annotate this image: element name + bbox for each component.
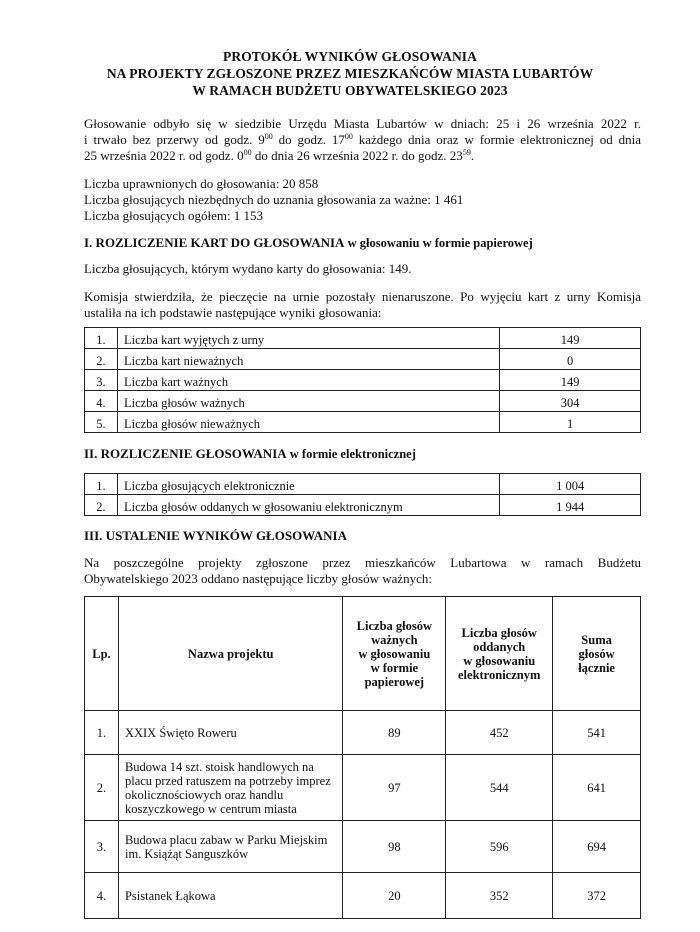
cards-row-label: Liczba kart ważnych <box>117 370 499 391</box>
cards-row-number: 1. <box>85 328 118 349</box>
section-3-heading: III. USTALENIE WYNIKÓW GŁOSOWANIA <box>84 528 347 543</box>
cards-row-number: 4. <box>85 391 118 412</box>
results-row-total-votes: 541 <box>553 711 641 755</box>
results-row <box>85 755 641 821</box>
stats-block <box>84 176 641 224</box>
cards-row <box>85 412 641 433</box>
cards-row-number: 5. <box>85 412 118 433</box>
section-3-intro: Na poszczególne projekty zgłoszone przez mieszkańców Lubartowa w ramach Budżetu Obywatelskiego 2023 oddano następujące liczby głosów ważnych: <box>84 555 641 586</box>
document-title <box>0 48 700 99</box>
stat-required: Liczba głosujących niezbędnych do uznania głosowania za ważne: 1 461 <box>84 192 464 207</box>
results-table <box>84 596 641 919</box>
intro-paragraph <box>84 116 641 164</box>
section-1-cards-issued: Liczba głosujących, którym wydano karty do głosowania: 149. <box>84 261 412 276</box>
cards-row-label: Liczba kart nieważnych <box>117 349 499 370</box>
intro-line-2: i trwało bez przerwy od godz. $9^{00}$ do godz. $17^{00}$ każdego dnia oraz w formie elektronicznej od dnia <box>84 132 641 147</box>
cards-row-value: 1 <box>500 412 641 433</box>
electronic-row-number: 2. <box>85 495 118 516</box>
cards-row-label: Liczba głosów ważnych <box>117 391 499 412</box>
results-row-number: 1. <box>85 711 119 755</box>
intro-line-3: 25 września 2022 r. od godz. $0^{00}$ do dnia 26 września 2022 r. do godz. $23^{59}$. <box>84 148 475 163</box>
results-row-paper-votes: 97 <box>343 755 446 821</box>
stat-total: Liczba głosujących ogółem: 1 153 <box>84 208 264 223</box>
results-row-paper-votes: 98 <box>343 821 446 873</box>
electronic-row-value: 1 944 <box>500 495 641 516</box>
results-row <box>85 873 641 919</box>
results-row-number: 4. <box>85 873 119 919</box>
title-line-1: PROTOKÓŁ WYNIKÓW GŁOSOWANIA <box>223 49 477 64</box>
cards-row-label: Liczba kart wyjętych z urny <box>117 328 499 349</box>
results-row-electronic-votes: 544 <box>446 755 553 821</box>
header-lp: Lp. <box>85 597 119 711</box>
results-row-paper-votes: 89 <box>343 711 446 755</box>
header-total: Suma głosów łącznie <box>553 597 641 711</box>
results-row-electronic-votes: 452 <box>446 711 553 755</box>
results-row-total-votes: 694 <box>553 821 641 873</box>
results-row-project-name: XXIX Święto Roweru <box>118 711 342 755</box>
results-row-electronic-votes: 596 <box>446 821 553 873</box>
results-row-number: 3. <box>85 821 119 873</box>
header-paper: Liczba głosów ważnych w głosowaniu w formie papierowej <box>343 597 446 711</box>
results-row-project-name: Budowa 14 szt. stoisk handlowych na placu przed ratuszem na potrzeby imprez okolicznościowych oraz handlu koszyczkowego w centrum miasta <box>118 755 342 821</box>
section-1-table <box>84 327 641 433</box>
results-row <box>85 821 641 873</box>
section-2-table <box>84 473 641 516</box>
results-row <box>85 711 641 755</box>
cards-row <box>85 370 641 391</box>
results-row-project-name: Budowa placu zabaw w Parku Miejskim im. Książąt Sanguszków <box>118 821 342 873</box>
results-row-paper-votes: 20 <box>343 873 446 919</box>
cards-row-number: 3. <box>85 370 118 391</box>
stat-eligible: Liczba uprawnionych do głosowania: 20 858 <box>84 176 319 191</box>
results-row-total-votes: 372 <box>553 873 641 919</box>
title-line-3: W RAMACH BUDŻETU OBYWATELSKIEGO 2023 <box>192 83 508 98</box>
electronic-row-value: 1 004 <box>500 474 641 495</box>
cards-row-value: 0 <box>500 349 641 370</box>
electronic-row <box>85 495 641 516</box>
results-row-number: 2. <box>85 755 119 821</box>
electronic-row-label: Liczba głosów oddanych w głosowaniu elektronicznym <box>117 495 499 516</box>
intro-line-1: Głosowanie odbyło się w siedzibie Urzędu Miasta Lubartów w dniach: 25 i 26 września 2022 r. <box>84 116 641 131</box>
cards-row-number: 2. <box>85 349 118 370</box>
title-line-2: NA PROJEKTY ZGŁOSZONE PRZEZ MIESZKAŃCÓW MIASTA LUBARTÓW <box>106 66 594 81</box>
results-row-electronic-votes: 352 <box>446 873 553 919</box>
electronic-row-label: Liczba głosujących elektronicznie <box>117 474 499 495</box>
electronic-row <box>85 474 641 495</box>
header-name: Nazwa projektu <box>118 597 342 711</box>
cards-row <box>85 391 641 412</box>
results-row-total-votes: 641 <box>553 755 641 821</box>
results-row-project-name: Psistanek Łąkowa <box>118 873 342 919</box>
electronic-row-number: 1. <box>85 474 118 495</box>
section-1-heading: I. ROZLICZENIE KART DO GŁOSOWANIA w głosowaniu w formie papierowej <box>84 235 533 250</box>
cards-row-label: Liczba głosów nieważnych <box>117 412 499 433</box>
cards-row-value: 149 <box>500 328 641 349</box>
cards-row <box>85 349 641 370</box>
section-2-heading: II. ROZLICZENIE GŁOSOWANIA w formie elektronicznej <box>84 446 416 461</box>
cards-row-value: 149 <box>500 370 641 391</box>
cards-row-value: 304 <box>500 391 641 412</box>
header-electronic: Liczba głosów oddanych w głosowaniu elektronicznym <box>446 597 553 711</box>
cards-row <box>85 328 641 349</box>
section-1-commission-text: Komisja stwierdziła, że pieczęcie na urnie pozostały nienaruszone. Po wyjęciu kart z urny Komisja ustaliła na ich podstawie następujące wyniki głosowania: <box>84 289 641 320</box>
